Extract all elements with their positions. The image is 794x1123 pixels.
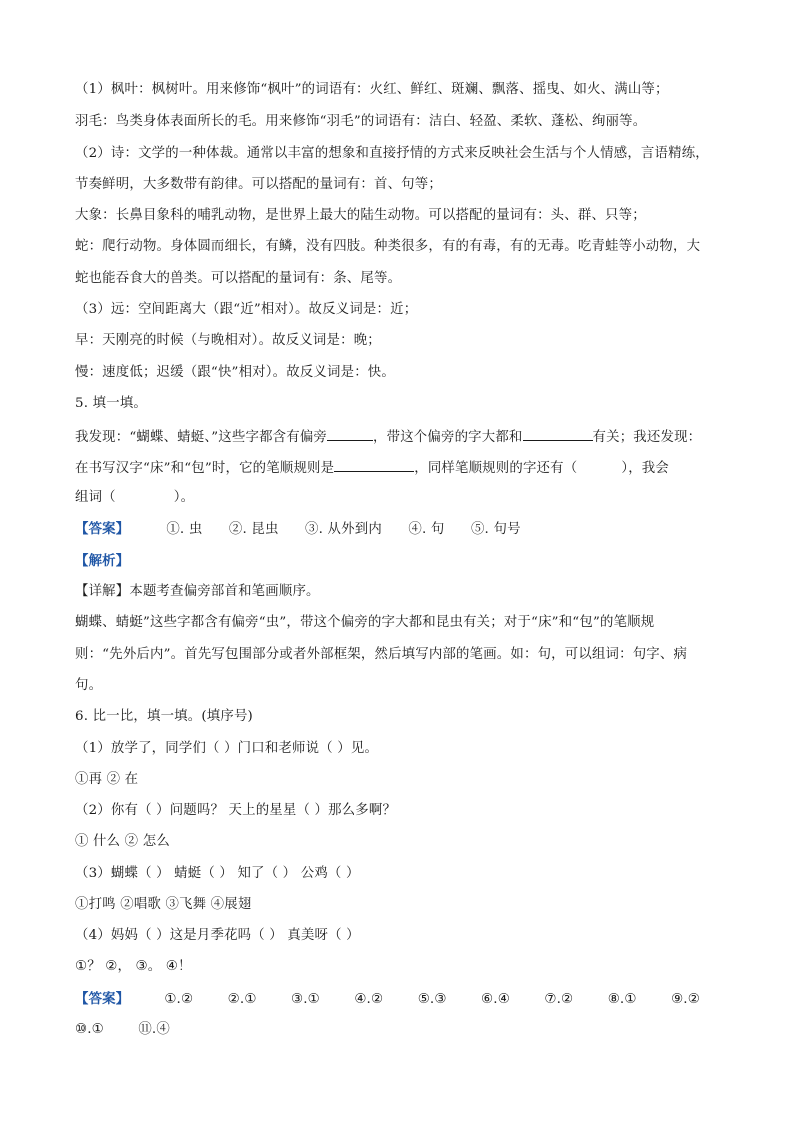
- fill-blank[interactable]: [523, 427, 593, 441]
- text-line: 蛇也能吞食大的兽类。可以搭配的量词有：条、尾等。: [75, 271, 402, 286]
- answer-item: ②. 昆虫: [228, 522, 279, 537]
- text-segment: ，带这个偏旁的字大都和: [373, 430, 523, 445]
- question-5-line-1: [75, 427, 701, 447]
- text-line: 蝴蝶、蜻蜓”这些字都含有偏旁“虫”，带这个偏旁的字大都和昆虫有关；对于“床”和“包”的笔顺规: [75, 615, 655, 630]
- text-line: （1）枫叶：枫树叶。用来修饰“枫叶”的词语有：火红、鲜红、斑斓、飘落、摇曳、如火、满山等；: [75, 82, 669, 97]
- text-line: 则：“先外后内”。首先写包围部分或者外部框架，然后填写内部的笔画。如：句，可以组词：句字、病: [75, 647, 688, 662]
- answer-item: ①.②: [164, 992, 194, 1007]
- text-line: 句。: [75, 678, 103, 693]
- answer-item: ⑤.③: [417, 992, 447, 1007]
- answer-item: ⑤. 句号: [470, 522, 521, 537]
- answer-item: ⑩.①: [75, 1022, 104, 1037]
- answer-item: ⑪.④: [138, 1022, 170, 1037]
- text-line: 节奏鲜明，大多数带有韵律。可以搭配的量词有：首、句等；: [75, 177, 442, 192]
- question-6-3: （3）蝴蝶（ ） 蜻蜓（ ） 知了（ ） 公鸡（ ）: [75, 866, 360, 881]
- fill-blank[interactable]: [327, 427, 373, 441]
- question-5-line-2: [75, 458, 669, 478]
- answer-item: ⑦.②: [544, 992, 574, 1007]
- text-segment: 组词（: [75, 490, 116, 505]
- fill-blank[interactable]: [334, 458, 414, 472]
- text-line: 蛇：爬行动物。身体圆而细长，有鳞，没有四肢。种类很多，有的有毒，有的无毒。吃青蛙等小动物，大: [75, 239, 701, 254]
- text-line: （2）诗：文学的一种体裁。通常以丰富的想象和直接抒情的方式来反映社会生活与个人情感，言语精练，: [75, 146, 709, 161]
- answer-line-q5: [75, 520, 543, 539]
- question-6-3-options: ①打鸣 ②唱歌 ③飞舞 ④展翅: [75, 897, 252, 912]
- answer-item: ④.②: [354, 992, 384, 1007]
- question-5-title: 5. 填一填。: [75, 396, 147, 411]
- answer-item: ③. 从外到内: [305, 522, 382, 537]
- question-5-line-3: [75, 489, 194, 507]
- text-segment: 我发现：“蝴蝶、蜻蜓、”这些字都含有偏旁: [75, 430, 328, 445]
- answer-item: ②.①: [227, 992, 257, 1007]
- answer-item: ①. 虫: [166, 522, 203, 537]
- analysis-tag: 【解析】: [75, 553, 130, 569]
- answer-line-q6-cont: [75, 1021, 200, 1039]
- text-line: 大象：长鼻目象科的哺乳动物，是世界上最大的陆生动物。可以搭配的量词有：头、群、只等；: [75, 208, 646, 223]
- answer-item: ⑨.②: [671, 992, 700, 1007]
- text-segment: ），我会: [621, 461, 669, 476]
- question-6-1: （1）放学了，同学们（ ）门口和老师说（ ）见。: [75, 741, 379, 756]
- detail-heading: 【详解】本题考查偏旁部首和笔画顺序。: [75, 584, 320, 599]
- question-6-title: 6. 比一比，填一填。(填序号): [75, 709, 253, 724]
- question-6-2-options: ① 什么 ② 怎么: [75, 834, 170, 849]
- text-line: 慢：速度低；迟缓（跟“快”相对）。故反义词是：快。: [75, 365, 395, 380]
- text-line: （3）远：空间距离大（跟“近”相对）。故反义词是：近；: [75, 302, 418, 317]
- question-6-2: （2）你有（ ）问题吗？ 天上的星星（ ）那么多啊？: [75, 803, 397, 818]
- answer-item: ③.①: [291, 992, 320, 1007]
- text-segment: ，同样笔顺规则的字还有（: [414, 461, 578, 476]
- answer-item: ⑥.④: [481, 992, 510, 1007]
- answer-item: ④. 句: [408, 522, 445, 537]
- answer-line-q6: [75, 990, 730, 1009]
- text-segment: 有关；我还发现：: [592, 430, 702, 445]
- question-6-4-options: ①？ ②， ③。 ④！: [75, 959, 192, 974]
- answer-item: ⑧.①: [607, 992, 637, 1007]
- answer-tag: 【答案】: [75, 521, 130, 537]
- question-6-4: （4）妈妈（ ）这是月季花吗（ ） 真美呀（ ）: [75, 928, 360, 943]
- text-segment: ）。: [173, 490, 195, 505]
- question-6-1-options: ①再 ② 在: [75, 772, 139, 787]
- text-line: 羽毛：鸟类身体表面所长的毛。用来修饰“羽毛”的词语有：洁白、轻盈、柔软、蓬松、绚丽等。: [75, 114, 647, 129]
- answer-tag: 【答案】: [75, 991, 130, 1007]
- text-line: 早：天刚亮的时候（与晚相对）。故反义词是：晚；: [75, 333, 381, 348]
- text-segment: 在书写汉字“床”和“包”时，它的笔顺规则是: [75, 461, 335, 476]
